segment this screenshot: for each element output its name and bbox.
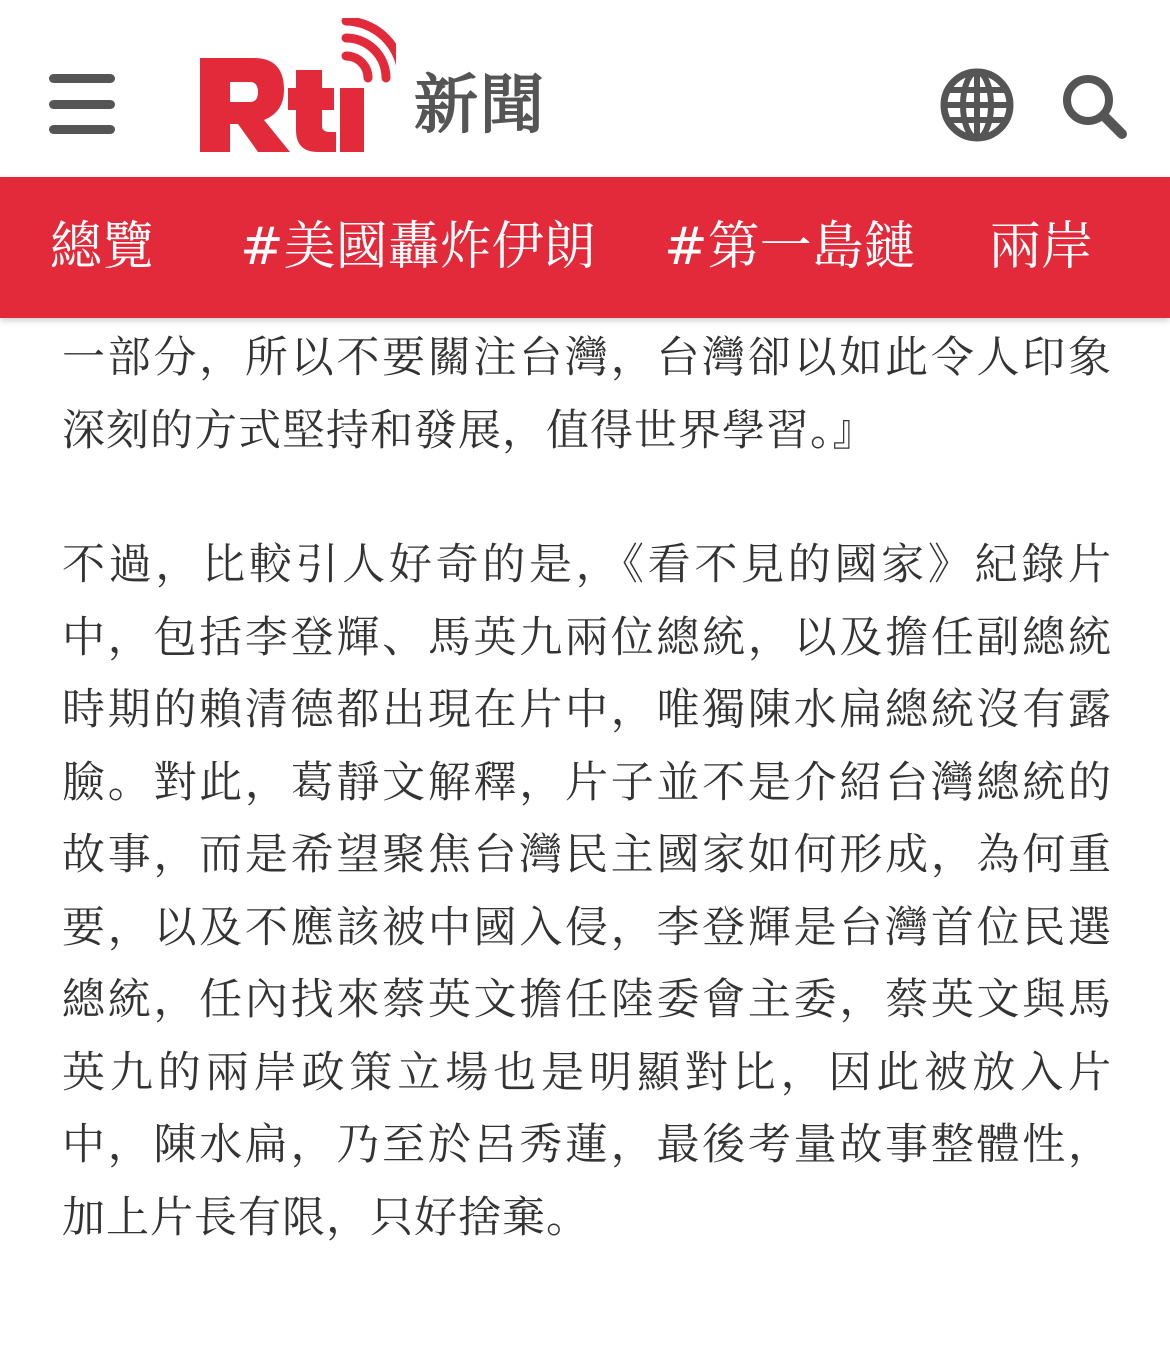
nav-item-cross-strait[interactable]: 兩岸 [989, 217, 1094, 277]
nav-item-us-strike-iran[interactable]: #美國轟炸伊朗 [240, 217, 596, 277]
category-nav [0, 177, 1170, 318]
article-body [62, 322, 1112, 1254]
rti-logo[interactable] [196, 18, 396, 158]
search-icon[interactable] [1060, 72, 1128, 140]
nav-item-first-island-chain[interactable]: #第一島鏈 [664, 217, 916, 277]
nav-item-overview[interactable]: 總覽 [50, 217, 155, 277]
section-title: 新聞 [414, 69, 546, 143]
article-paragraph: 不過，比較引人好奇的是，《看不見的國家》紀錄片中，包括李登輝、馬英九兩位總統，以及擔任副總統時期的賴清德都出現在片中，唯獨陳水扁總統沒有露臉。對此，葛靜文解釋，片子並不是介紹台灣總統的故事，而是希望聚焦台灣民主國家如何形成，為何重要，以及不應該被中國入侵，李登輝是台灣首位民選總統，任內找來蔡英文擔任陸委會主委，蔡英文與馬英九的兩岸政策立場也是明顯對比，因此被放入片中，陳水扁，乃至於呂秀蓮，最後考量故事整體性，加上片長有限，只好捨棄。 [62, 540, 1112, 1243]
site-header [0, 0, 1170, 177]
globe-icon[interactable] [940, 68, 1014, 142]
article-paragraph: 一部分，所以不要關注台灣，台灣卻以如此令人印象深刻的方式堅持和發展，值得世界學習。』 [62, 333, 1112, 456]
hamburger-menu-icon[interactable] [49, 74, 115, 134]
